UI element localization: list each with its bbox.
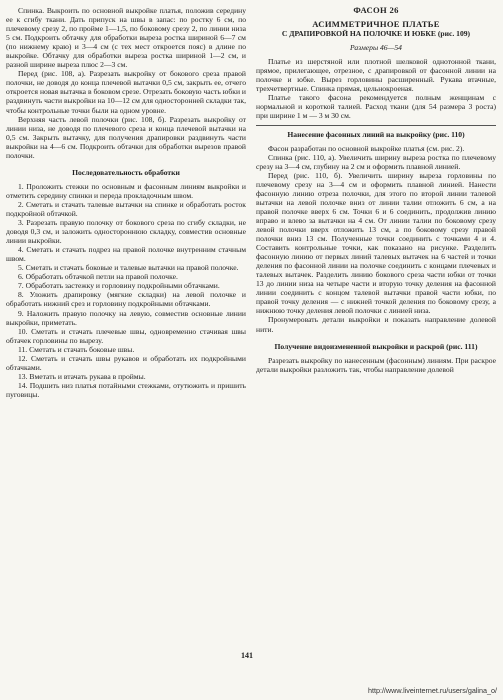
step-item: 9. Наложить правую полочку на левую, совместив основные линии выкройки, приметать. [6, 308, 246, 327]
step-item: 14. Подшить низ платья потайными стежками, отутюжить и пришить пуговицы. [6, 380, 246, 399]
step-item: 1. Проложить стежки по основным и фасонным линиям выкройки и отметить середину спинки и переда прокладочным швом. [6, 181, 246, 200]
front-paragraph: Перед (рис. 108, а). Разрезать выкройку от бокового среза правой полочки, не доводя до конца плечевой вытачки 0,5 см, закрыть ее, отчего откроется новая вытачка в боковом срезе. Отрезать боковую часть юбки и раздвинуть части выкройки на 10—12 см для односторонней складки так, чтобы контрольные точки были на одном уровне. [6, 69, 246, 115]
step-item: 6. Обработать обтачкой петли на правой полочке. [18, 272, 178, 282]
step-item: 4. Сметать и стачать подрез на правой полочке внутренним стачным швом. [6, 245, 246, 264]
step-item: 8. Уложить драпировку (мягкие складки) на левой полочке и обработать нижний срез и горловину подкройными обтачками. [6, 290, 246, 309]
source-watermark-url: http://www.liveinternet.ru/users/galina_o/ [367, 686, 497, 695]
cutting-paragraph: Разрезать выкройку по нанесенным (фасонным) линиям. При раскрое детали выкройки разложить так, чтобы направление долевой [256, 355, 496, 374]
sizes-label: Размеры 46—54 [350, 43, 402, 53]
base-pattern-paragraph: Фасон разработан по основной выкройке платья (см. рис. 2). [268, 143, 465, 153]
dress-subtitle: С ДРАПИРОВКОЙ НА ПОЛОЧКЕ И ЮБКЕ (рис. 109) [281, 29, 471, 39]
front-lines-paragraph: Перед (рис. 110, б). Увеличить ширину выреза горловины по плечевому срезу на 3—4 см и оформить плавной линией. Нанести фасонную линию отреза полочки, для этого по второй линии талевой вытачки на левой полочке вниз от линии талии отложить 6 см, а на правой полочке вверх 6 см. Точки 6 и 6 соединить, продолжив линию вправо и влево за вытачки на 4 см. От линии талии по боковому срезу левой полочки вверх отложить 13 см, а по боковому срезу правой полочки вниз 13 см. Полученные точки соединить с точками 4 и 4. Составить контрольные точки, как показано на рисунке. Разделить фасонную линию от первых линий талевых вытачек на 6 частей и точки деления по фасонной линии на полочке соединить с концами плечевых и талевых вытачек. Разделить линию бокового среза части юбки от точки 13 до линии низа на четыре части и вторую точку деления на фасонной линии соединить с концом талевой вытачки правой части юбки, по правой точку деления — с нижней точкой деления по боковому срезу, а нижнюю точку деления левой полочки с линией низа. [256, 170, 496, 316]
step-item: 5. Сметать и стачать боковые и талевые вытачки на правой полочке. [18, 263, 239, 273]
step-item: 2. Сметать и стачать талевые вытачки на спинке и обработать росток подкройной обтачкой. [6, 199, 246, 218]
numbering-paragraph: Пронумеровать детали выкройки и показать направление долевой нити. [256, 315, 496, 334]
cutting-heading: Получение видоизмененной выкройки и раскрой (рис. 111) [274, 341, 478, 351]
dress-title: АСИММЕТРИЧНОЕ ПЛАТЬЕ [312, 19, 440, 30]
back-paragraph: Спинка. Выкроить по основной выкройке платья, положив середину ее к сгибу ткани. Дать припуск на швы в запас: по ростку 6 см, по плечевому срезу 2, по пройме 1—1,5, по боковому срезу 2, по линии низа 5 см. Подкроить обтачку для обработки выреза ростка шириной 6—7 см (по нижнему краю) и 3—4 см (с тех мест откроется пояс) в длине по выкройке. Обтачку для обработки выреза ростка шириной 1—2 см, и разной ширине выреза плюс 2—3 см. [6, 6, 246, 70]
step-item: 13. Вметать и втачать рукава в проймы. [18, 371, 146, 381]
step-item: 7. Обработать застежку и горловину подкройными обтачками. [18, 281, 220, 291]
step-item: 12. Сметать и стачать швы рукавов и обработать их подкройными обтачками. [6, 353, 246, 372]
fason-label: ФАСОН 26 [353, 5, 399, 15]
right-column [256, 6, 496, 374]
recommendation-paragraph: Платье такого фасона рекомендуется полным женщинам с нормальной и короткой талией. Расход ткани (для 54 размера 3 роста) при ширине 1 м — 3 м 30 см. [256, 93, 496, 121]
lines-heading: Нанесение фасонных линий на выкройку (рис. 110) [287, 129, 465, 139]
back-lines-paragraph: Спинка (рис. 110, а). Увеличить ширину выреза ростка по плечевому срезу на 3—4 см, глубину на 2 см и оформить плавной линией. [256, 152, 496, 171]
sequence-heading: Последовательность обработки [72, 167, 180, 177]
description-paragraph: Платье из шерстяной или плотной шелковой однотонной ткани, прямое, прилегающее, отрезное, с драпировкой от фасонной линии на полочке и юбке. Вырез горловины расширенный. Рукава втачные, трехчетвертные. Спинка прямая, цельнокроеная. [256, 57, 496, 94]
page-number: 141 [241, 651, 253, 660]
upper-left-shelf-paragraph: Верхняя часть левой полочки (рис. 108, б). Разрезать выкройку от линии низа, не доводя по плечевого среза и конца плечевой вытачки на 0,5 см. Закрыть вытачку, для получения драпировки раздвинуть части выкройки на 4—6 см. Подкроить обтачки для обработки вырезов правой полочки. [6, 114, 246, 160]
left-column [6, 6, 246, 399]
divider [256, 125, 496, 126]
step-item: 3. Разрезать правую полочку от бокового среза по сгибу складки, не доводя 0,3 см, и заложить одностороннюю складку, совместив основные линии выкройки. [6, 218, 246, 246]
step-item: 10. Сметать и стачать плечевые швы, одновременно стачивая швы обтачек горловины по вырезу. [6, 326, 246, 345]
step-item: 11. Сметать и стачать боковые швы. [18, 344, 135, 354]
